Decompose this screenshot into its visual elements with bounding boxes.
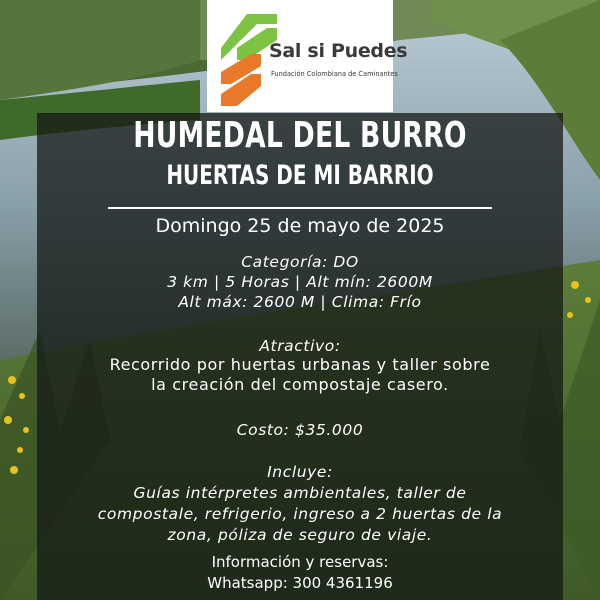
attraction-heading: Atractivo: [259, 337, 341, 355]
includes-line-3: zona, póliza de seguro de viaje. [167, 526, 433, 544]
event-subtitle: HUERTAS DE MI BARRIO [166, 160, 434, 191]
includes-heading: Incluye: [267, 463, 333, 481]
details-distance: 3 km | 5 Horas | Alt mín: 2600M [167, 273, 433, 291]
details-category: Categoría: DO [241, 253, 359, 271]
attraction-line-2: la creación del compostaje casero. [151, 375, 449, 394]
divider-line [108, 207, 492, 209]
logo-subtitle: Fundación Colombiana de Caminantes [271, 70, 398, 78]
event-title: HUMEDAL DEL BURRO [133, 115, 467, 156]
attraction-line-1: Recorrido por huertas urbanas y taller sobre [109, 355, 491, 374]
includes-line-2: compostale, refrigerio, ingreso a 2 huertas de la [97, 505, 503, 523]
event-date: Domingo 25 de mayo de 2025 [155, 215, 445, 237]
includes-line-1: Guías intérpretes ambientales, taller de [133, 484, 467, 502]
contact-heading: Información y reservas: [211, 553, 389, 571]
whatsapp-contact: Whatsapp: 300 4361196 [207, 574, 393, 592]
cost: Costo: $35.000 [236, 421, 364, 439]
details-altitude: Alt máx: 2600 M | Clima: Frío [178, 293, 422, 311]
logo-name: Sal si Puedes [269, 40, 408, 62]
logo-box [207, 0, 408, 112]
